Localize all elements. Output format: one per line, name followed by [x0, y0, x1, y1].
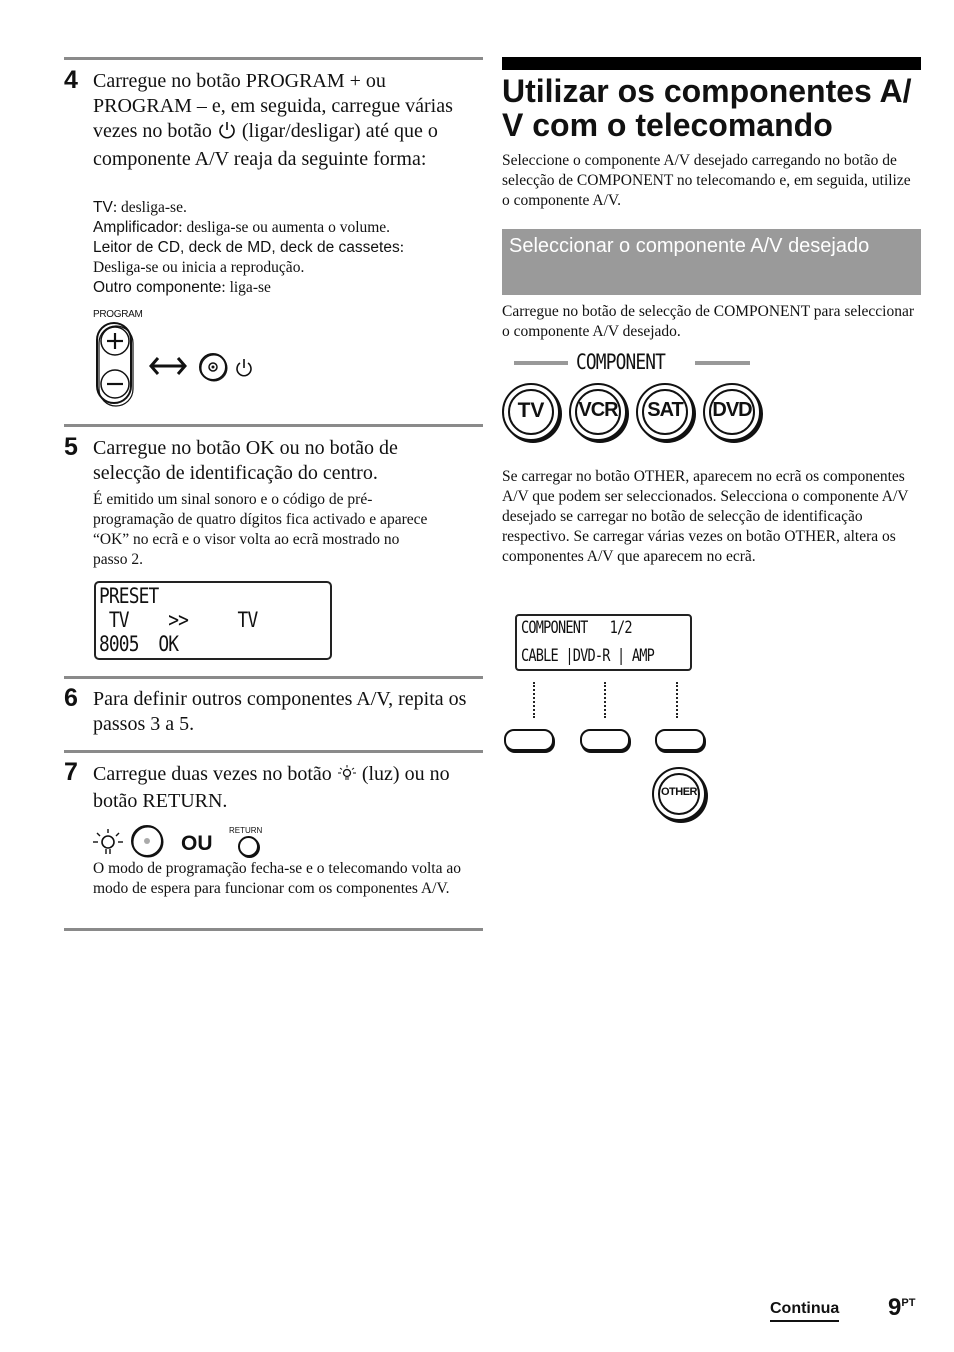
section-rule: [64, 424, 483, 427]
ou-label: OU: [181, 832, 213, 855]
step-4-text-main: Carregue no botão PROGRAM + ou PROGRAM – e, em seguida, carregue várias vezes no botão: [93, 70, 453, 142]
item-amplificador: Amplificador: desliga-se ou aumenta o volume.: [93, 219, 391, 236]
section-rule: [64, 928, 483, 931]
connector-dots: [604, 682, 606, 718]
step-4-items: [93, 198, 478, 298]
connector-dots: [533, 682, 535, 718]
item-leitor: Leitor de CD, deck de MD, deck de cassetes:: [93, 239, 405, 256]
item-leitor-desc: Desliga-se ou inicia a reprodução.: [93, 259, 305, 276]
step-number: 7: [64, 758, 78, 786]
component-line-left: [514, 361, 568, 365]
lcd-line-1: PRESET: [99, 584, 159, 608]
heading-bar: [502, 57, 921, 70]
component-label: COMPONENT: [576, 350, 666, 374]
component-lcd-display: [515, 614, 692, 671]
item-outro: Outro componente: liga-se: [93, 279, 271, 296]
step-7-text: [93, 762, 478, 814]
other-button[interactable]: OTHER: [652, 767, 706, 821]
subheading: Seleccionar o componente A/V desejado: [502, 229, 921, 295]
step-5-note: É emitido um sinal sonoro e o código de pré-programação de quatro dígitos fica activado e aparece “OK” no ecrã e o visor volta ao ecrã mostrado no passo 2.: [93, 491, 428, 568]
preset-lcd-display: [94, 581, 332, 660]
step-4-text: [93, 69, 473, 172]
component-lcd-line-2: CABLE |DVD-R | AMP: [521, 646, 654, 666]
selection-button-2[interactable]: [580, 729, 630, 751]
step-6-text: Para definir outros componentes A/V, repita os passos 3 a 5.: [93, 688, 467, 735]
page-title-line-1: Utilizar os componentes A/: [502, 73, 912, 109]
component-button-dvd[interactable]: DVD: [703, 383, 761, 441]
intro-text: Seleccione o componente A/V desejado carregando no botão de selecção de COMPONENT no telecomando e, em seguida, utilize o componente A/V.: [502, 152, 911, 209]
component-line-right: [695, 361, 750, 365]
selection-button-1[interactable]: [504, 729, 554, 751]
component-button-sat[interactable]: SAT: [636, 383, 694, 441]
step-7-text-a: Carregue duas vezes no botão: [93, 763, 332, 785]
page-title-line-2: V com o telecomando: [502, 107, 833, 143]
light-icon: [337, 764, 357, 789]
step-number: 5: [64, 433, 78, 461]
other-button-text: Se carregar no botão OTHER, aparecem no ecrã os componentes A/V que podem ser seleccionados. Selecciona o componente A/V desejado se carregar no botão de selecção de identificação respectivo. Se carregar várias vezes on botão OTHER, altera os componentes A/V que aparecem no ecrã.: [502, 468, 909, 565]
program-rocker[interactable]: [95, 321, 135, 407]
connector-dots: [676, 682, 678, 718]
step-number: 4: [64, 66, 78, 94]
component-lcd-line-1: COMPONENT 1/2: [521, 618, 632, 638]
step-7-note: O modo de programação fecha-se e o telecomando volta ao modo de espera para funcionar com os componentes A/V.: [93, 860, 461, 897]
step-4-text-tail: (ligar/desligar) até que o componente A/V reaja da seguinte forma:: [93, 120, 438, 170]
power-icon: [234, 357, 254, 384]
lcd-line-2: TV >> TV: [99, 608, 258, 632]
double-arrow-icon: [148, 354, 188, 383]
section-rule: [64, 57, 483, 60]
selection-button-3[interactable]: [655, 729, 705, 751]
step-number: 6: [64, 684, 78, 712]
power-button[interactable]: [198, 352, 230, 389]
light-icon: [92, 828, 124, 861]
section-rule: [64, 750, 483, 753]
lcd-line-3: 8005 OK: [99, 632, 179, 656]
section-rule: [64, 676, 483, 679]
return-button[interactable]: [238, 836, 259, 857]
power-icon: [217, 120, 237, 147]
program-label: PROGRAM: [93, 309, 143, 320]
step-7-text-b: (luz) ou no botão RETURN.: [93, 763, 450, 812]
component-button-vcr[interactable]: VCR: [569, 383, 627, 441]
page-number-suffix: PT: [901, 1297, 916, 1309]
page-number: $9^{PT}$: [888, 1294, 916, 1321]
component-button-tv[interactable]: TV: [502, 383, 560, 441]
continua-link[interactable]: Continua: [770, 1300, 839, 1322]
component-select-text: Carregue no botão de selecção de COMPONENT para seleccionar o componente A/V desejado.: [502, 303, 915, 340]
page-title: [502, 74, 921, 142]
step-5-text: Carregue no botão OK ou no botão de selecção de identificação do centro.: [93, 437, 398, 484]
item-tv: TV: desliga-se.: [93, 199, 187, 216]
return-label: RETURN: [229, 826, 263, 835]
